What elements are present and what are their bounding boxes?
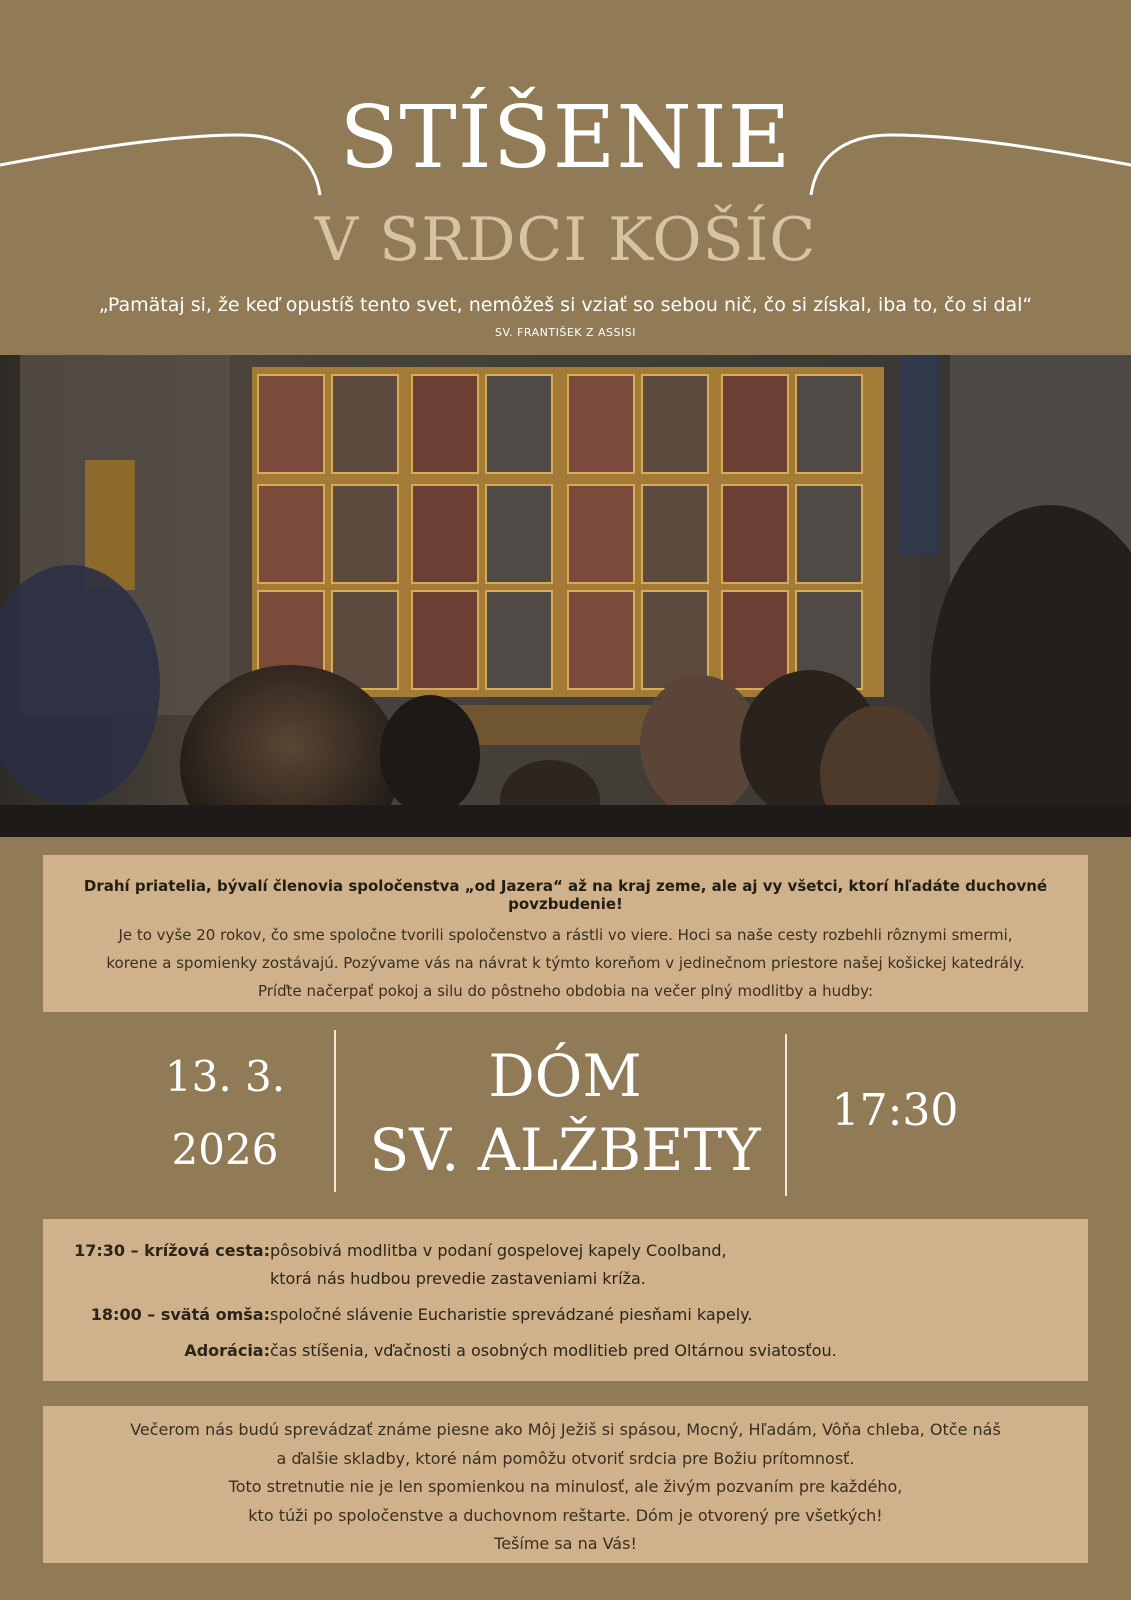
closing-body bbox=[43, 1416, 1088, 1559]
quote-author: SV. FRANTIŠEK Z ASSISI bbox=[495, 326, 636, 339]
altar-panel bbox=[258, 375, 324, 473]
divider bbox=[334, 1030, 336, 1192]
altar-panel bbox=[568, 591, 634, 689]
quote-text: „Pamätaj si, že keď opustíš tento svet, nemôžeš si vziať so sebou nič, čo si získal, iba to, čo si dal“ bbox=[98, 294, 1033, 316]
intro-body bbox=[43, 921, 1088, 1005]
altar-panel bbox=[642, 485, 708, 583]
program-box bbox=[43, 1219, 1088, 1381]
closing-line: kto túži po spoločenstve a duchovnom reštarte. Dóm je otvorený pre všetkých! bbox=[248, 1505, 883, 1525]
program-text: čas stíšenia, vďačnosti a osobných modlitieb pred Oltárnou sviatosťou. bbox=[270, 1341, 837, 1360]
altar-panel bbox=[796, 375, 862, 473]
altar-panel bbox=[568, 375, 634, 473]
divider bbox=[785, 1034, 787, 1196]
event-date: 13. 3. bbox=[164, 1052, 286, 1101]
closing-line: a ďalšie skladby, ktoré nám pomôžu otvoriť srdcia pre Božiu prítomnosť. bbox=[276, 1448, 855, 1468]
altar-panel bbox=[722, 375, 788, 473]
event-time: 17:30 bbox=[831, 1085, 959, 1136]
page-title: STÍŠENIE bbox=[339, 88, 792, 188]
closing-box bbox=[43, 1406, 1088, 1563]
header bbox=[0, 0, 1131, 355]
program-text: pôsobivá modlitba v podaní gospelovej kapely Coolband, bbox=[270, 1241, 727, 1260]
closing-line: Toto stretnutie nie je len spomienkou na minulosť, ale živým pozvaním pre každého, bbox=[228, 1477, 903, 1496]
altar-panel bbox=[332, 375, 398, 473]
intro-line: Príďte načerpať pokoj a silu do pôstneho obdobia na večer plný modlitby a hudby: bbox=[257, 982, 874, 1000]
altar-panel bbox=[642, 375, 708, 473]
event-venue-name: SV. ALŽBETY bbox=[369, 1116, 761, 1184]
intro-line: Je to vyše 20 rokov, čo sme spoločne tvorili spoločenstvo a rástli vo viere. Hoci sa naše cesty rozbehli rôznymi smermi, bbox=[118, 926, 1013, 944]
altar-panel bbox=[486, 375, 552, 473]
altar-panel bbox=[258, 485, 324, 583]
event-year: 2026 bbox=[171, 1125, 279, 1174]
program-text: spoločné slávenie Eucharistie sprevádzané piesňami kapely. bbox=[270, 1305, 753, 1324]
closing-line: Tešíme sa na Vás! bbox=[494, 1534, 637, 1553]
closing-line: Večerom nás budú sprevádzať známe piesne ako Môj Ježiš si spásou, Mocný, Hľadám, Vôňa chleba, Otče náš bbox=[130, 1420, 1001, 1439]
altar-panel bbox=[332, 485, 398, 583]
program-label: Adorácia: bbox=[184, 1341, 270, 1360]
altar-panel bbox=[642, 591, 708, 689]
event-venue: DÓM bbox=[488, 1042, 642, 1110]
altar-panel bbox=[722, 485, 788, 583]
altar-panel bbox=[568, 485, 634, 583]
altar-panel bbox=[486, 591, 552, 689]
event-details bbox=[0, 1030, 1131, 1200]
altar-panel bbox=[722, 591, 788, 689]
altar-panel bbox=[332, 591, 398, 689]
intro-heading: Drahí priatelia, bývalí členovia spoločenstva „od Jazera“ až na kraj zeme, ale aj vy všetci, ktorí hľadáte duchovné povzbudenie! bbox=[83, 877, 1048, 913]
intro-line: korene a spomienky zostávajú. Pozývame vás na návrat k týmto koreňom v jedinečnom priestore našej košickej katedrály. bbox=[106, 954, 1025, 972]
altar-panel bbox=[796, 485, 862, 583]
cathedral-altar-photo bbox=[0, 355, 1131, 837]
intro-box bbox=[43, 855, 1088, 1012]
altar-panel bbox=[412, 375, 478, 473]
program-label: 18:00 – svätá omša: bbox=[90, 1305, 270, 1324]
program-label: 17:30 – krížová cesta: bbox=[74, 1241, 270, 1260]
altar-panel bbox=[486, 485, 552, 583]
altar-panel bbox=[412, 591, 478, 689]
page-subtitle: V SRDCI KOŠÍC bbox=[314, 205, 817, 275]
program-text: ktorá nás hudbou prevedie zastaveniami kríža. bbox=[270, 1269, 646, 1288]
altar-panel bbox=[412, 485, 478, 583]
